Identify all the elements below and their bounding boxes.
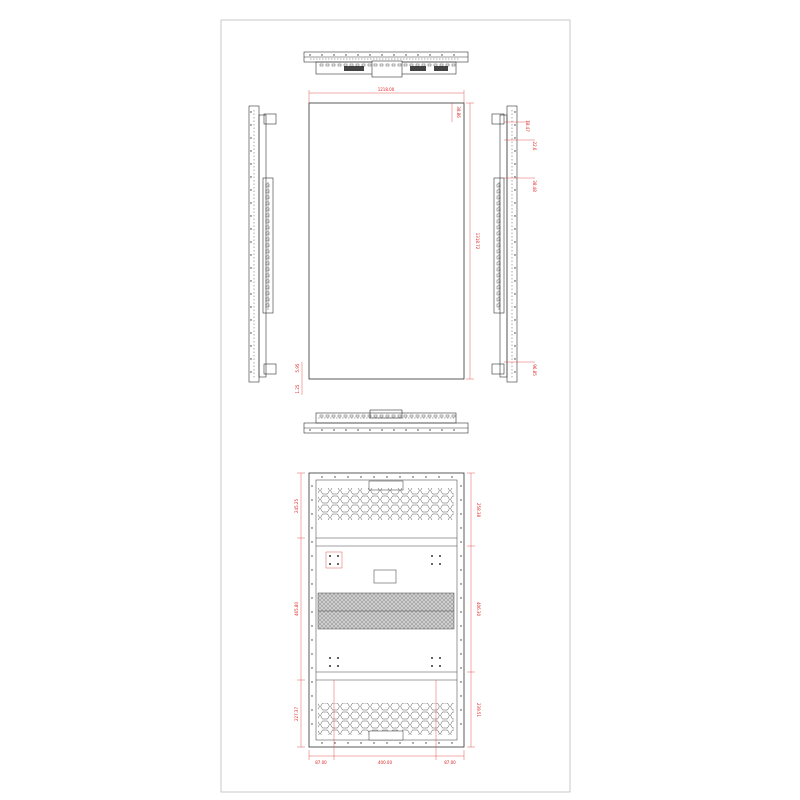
- top-view-vent-slot: [338, 64, 341, 66]
- left-side-vent-slot: [266, 220, 269, 223]
- top-view-vent-slot: [362, 64, 365, 66]
- left-side-hole: [250, 176, 251, 177]
- right-side-vent-slot: [497, 274, 500, 277]
- rear-frame-hole: [311, 513, 312, 514]
- rear-frame-hole: [460, 611, 461, 612]
- left-side-hole: [250, 254, 251, 255]
- rear-frame-hole: [460, 709, 461, 710]
- right-side-vent-slot: [497, 202, 500, 205]
- rear-frame-hole: [311, 499, 312, 500]
- right-side-vent-slot: [497, 184, 500, 187]
- left-side-hole: [250, 319, 251, 320]
- rear-frame-hole: [334, 742, 335, 743]
- left-side-vent-slot: [266, 286, 269, 289]
- rear-left-top-label: 245.25: [294, 499, 299, 513]
- front-bottom-edge-label: 1.25: [295, 384, 300, 394]
- rear-frame-hole: [460, 681, 461, 682]
- rear-frame-hole: [373, 742, 374, 743]
- left-side-vent-slot: [266, 214, 269, 217]
- right-side-vent-slot: [497, 196, 500, 199]
- left-side-vent-slot: [266, 268, 269, 271]
- right-side-vent-slot: [497, 286, 500, 289]
- rear-frame-hole: [311, 569, 312, 570]
- top-view-vent-slot: [350, 64, 353, 66]
- left-side-hole: [250, 241, 251, 242]
- bottom-view-vent-slot: [356, 415, 359, 417]
- rear-frame-hole: [460, 639, 461, 640]
- rear-right-bottom-label: 239.51: [476, 703, 481, 717]
- right-side-vent-slot: [497, 244, 500, 247]
- bottom-view-vent-slot: [440, 415, 443, 417]
- right-side-vent-slot: [497, 304, 500, 307]
- left-side-hole: [250, 150, 251, 151]
- left-side-view: [249, 106, 276, 382]
- rear-frame-hole: [311, 681, 312, 682]
- bottom-view-vent-slot: [398, 415, 401, 417]
- rear-frame-hole: [460, 597, 461, 598]
- bottom-view-vent-slot: [434, 415, 437, 417]
- left-side-vent-slot: [266, 250, 269, 253]
- right-side-hole: [514, 306, 515, 307]
- bottom-view: [304, 410, 468, 433]
- top-view-vent-slot: [356, 64, 359, 66]
- left-side-hole: [250, 371, 251, 372]
- bottom-view-vent-slot: [380, 415, 383, 417]
- rear-frame-hole: [460, 695, 461, 696]
- rear-frame-hole: [321, 476, 322, 477]
- top-view-hole: [345, 54, 346, 55]
- right-side-hole: [514, 371, 515, 372]
- top-view-vent-slot: [368, 64, 371, 66]
- rear-frame-hole: [460, 583, 461, 584]
- left-side-hole: [250, 280, 251, 281]
- bottom-view-hole: [381, 429, 382, 430]
- bottom-view-vent-slot: [362, 415, 365, 417]
- rear-view: [309, 473, 464, 747]
- front-bottom-offset-label: 5.95: [295, 363, 300, 373]
- top-view-hole: [417, 54, 418, 55]
- rear-left-mid-label: 465.80: [294, 602, 299, 616]
- right-side-vent-slot: [497, 220, 500, 223]
- right-side-hole: [514, 137, 515, 138]
- left-side-vent-slot: [266, 232, 269, 235]
- right-side-hole: [514, 202, 515, 203]
- bottom-view-hole: [429, 429, 430, 430]
- left-side-hole: [250, 267, 251, 268]
- right-side-hole: [514, 124, 515, 125]
- bottom-view-vent-slot: [452, 415, 455, 417]
- right-side-hole: [514, 176, 515, 177]
- right-side-vent-slot: [497, 208, 500, 211]
- rear-frame-hole: [311, 541, 312, 542]
- rear-frame-hole: [399, 742, 400, 743]
- bottom-view-hole: [417, 429, 418, 430]
- bottom-view-hole: [441, 429, 442, 430]
- rear-frame-hole: [334, 476, 335, 477]
- right-side-vent-slot: [497, 214, 500, 217]
- right-side-vent-slot: [497, 226, 500, 229]
- bottom-view-vent-slot: [446, 415, 449, 417]
- left-side-hole: [250, 358, 251, 359]
- left-side-hole: [250, 228, 251, 229]
- left-side-hole: [250, 293, 251, 294]
- rear-frame-hole: [311, 625, 312, 626]
- left-side-hole: [250, 202, 251, 203]
- left-side-vent-slot: [266, 196, 269, 199]
- left-side-hole: [250, 111, 251, 112]
- top-view-vent-slot: [434, 64, 437, 66]
- rear-frame-hole: [451, 476, 452, 477]
- rear-frame-hole: [311, 723, 312, 724]
- right-side-vent-slot: [497, 250, 500, 253]
- top-view-hole: [405, 54, 406, 55]
- bottom-view-hole: [357, 429, 358, 430]
- rear-frame-hole: [360, 742, 361, 743]
- rear-bottom-center-label: 400.00: [378, 760, 392, 765]
- rear-frame-hole: [438, 742, 439, 743]
- left-side-vent-slot: [266, 274, 269, 277]
- front-top-offset-label: 38.86: [456, 106, 461, 118]
- rear-frame-hole: [347, 476, 348, 477]
- right-side-vent-slot: [497, 262, 500, 265]
- rear-frame-hole: [399, 476, 400, 477]
- front-width-label: 1218.00: [377, 87, 395, 92]
- top-view-hole: [369, 54, 370, 55]
- top-hex-vent: [318, 488, 454, 520]
- front-panel: [309, 103, 464, 379]
- top-view-hole: [381, 54, 382, 55]
- rear-frame-hole: [460, 667, 461, 668]
- rear-right-top-label: 258.38: [476, 503, 481, 517]
- right-side-vent-slot: [497, 268, 500, 271]
- rear-frame-hole: [311, 485, 312, 486]
- rear-frame-hole: [321, 742, 322, 743]
- top-view-hole: [333, 54, 334, 55]
- bottom-view-vent-slot: [386, 415, 389, 417]
- right-side-hole: [514, 345, 515, 346]
- label-plate: [374, 570, 396, 583]
- left-side-vent-slot: [266, 256, 269, 259]
- bottom-view-vent-slot: [416, 415, 419, 417]
- rear-left-bottom-label: 227.37: [294, 707, 299, 721]
- bottom-view-vent-slot: [392, 415, 395, 417]
- rear-frame-hole: [460, 513, 461, 514]
- left-side-vent-slot: [266, 238, 269, 241]
- top-view-vent-slot: [410, 64, 413, 66]
- bottom-view-hole: [393, 429, 394, 430]
- rear-frame-hole: [311, 527, 312, 528]
- top-view-vent-slot: [344, 64, 347, 66]
- left-side-hole: [250, 124, 251, 125]
- bottom-hex-vent: [318, 703, 454, 735]
- rear-frame-hole: [347, 742, 348, 743]
- top-view-vent-slot: [404, 64, 407, 66]
- right-side-hole: [514, 189, 515, 190]
- bottom-view-vent-slot: [368, 415, 371, 417]
- top-view-vent-slot: [326, 64, 329, 66]
- right-side-vent-slot: [497, 292, 500, 295]
- right-side-vent-slot: [497, 232, 500, 235]
- rear-frame-hole: [460, 527, 461, 528]
- right-side-hole: [514, 332, 515, 333]
- rear-frame-hole: [386, 742, 387, 743]
- rear-right-mid-label: 406.30: [476, 602, 481, 616]
- bottom-view-hole: [453, 429, 454, 430]
- rear-frame-hole: [460, 541, 461, 542]
- bottom-view-vent-slot: [350, 415, 353, 417]
- side-depth-mid-label: 22.6: [532, 141, 537, 151]
- bottom-view-vent-slot: [332, 415, 335, 417]
- top-view-hole: [429, 54, 430, 55]
- bottom-view-hole: [309, 429, 310, 430]
- rear-frame-hole: [460, 485, 461, 486]
- bottom-view-vent-slot: [344, 415, 347, 417]
- right-side-vent-slot: [497, 280, 500, 283]
- rear-frame-hole: [360, 476, 361, 477]
- top-view-hole: [441, 54, 442, 55]
- rear-frame-hole: [311, 709, 312, 710]
- rear-frame-hole: [451, 742, 452, 743]
- left-side-vent-slot: [266, 298, 269, 301]
- top-view-hole: [321, 54, 322, 55]
- bottom-view-vent-slot: [374, 415, 377, 417]
- top-view-vent-slot: [446, 64, 449, 66]
- right-side-hole: [514, 280, 515, 281]
- top-view-vent-slot: [416, 64, 419, 66]
- left-side-hole: [250, 189, 251, 190]
- rear-frame-hole: [460, 499, 461, 500]
- side-depth-bottom-label: 96.85: [532, 364, 537, 376]
- right-side-hole: [514, 293, 515, 294]
- front-view: [295, 87, 480, 395]
- right-side-vent-slot: [497, 238, 500, 241]
- left-side-vent-slot: [266, 244, 269, 247]
- left-side-vent-slot: [266, 262, 269, 265]
- rear-frame-hole: [311, 555, 312, 556]
- rear-frame-hole: [386, 476, 387, 477]
- side-depth-upper-label: 38.48: [532, 180, 537, 192]
- bottom-view-hole: [333, 429, 334, 430]
- side-depth-top-label: 18.47: [525, 120, 530, 132]
- left-side-vent-slot: [266, 304, 269, 307]
- left-side-hole: [250, 215, 251, 216]
- right-side-hole: [514, 254, 515, 255]
- left-side-vent-slot: [266, 202, 269, 205]
- rear-frame-hole: [373, 476, 374, 477]
- rear-frame-hole: [311, 695, 312, 696]
- right-side-vent-slot: [497, 190, 500, 193]
- left-side-vent-slot: [266, 292, 269, 295]
- right-side-hole: [514, 358, 515, 359]
- left-side-hole: [250, 163, 251, 164]
- rear-frame-hole: [412, 476, 413, 477]
- rear-frame-hole: [311, 583, 312, 584]
- bottom-view-vent-slot: [422, 415, 425, 417]
- rear-frame-hole: [460, 625, 461, 626]
- left-side-vent-slot: [266, 184, 269, 187]
- left-side-vent-slot: [266, 190, 269, 193]
- rear-frame-hole: [460, 569, 461, 570]
- rear-frame-hole: [311, 653, 312, 654]
- left-side-hole: [250, 345, 251, 346]
- top-view-vent-slot: [428, 64, 431, 66]
- top-view-vent-slot: [320, 64, 323, 66]
- bottom-view-vent-slot: [428, 415, 431, 417]
- top-view-vent-slot: [422, 64, 425, 66]
- top-view-hole: [357, 54, 358, 55]
- rear-frame-hole: [460, 653, 461, 654]
- rear-frame-hole: [438, 476, 439, 477]
- top-view-vent-slot: [332, 64, 335, 66]
- bottom-view-hole: [405, 429, 406, 430]
- bottom-view-hole: [345, 429, 346, 430]
- right-side-hole: [514, 111, 515, 112]
- rear-frame-hole: [460, 555, 461, 556]
- front-height-label: 1318.72: [475, 232, 480, 250]
- bottom-view-vent-slot: [338, 415, 341, 417]
- right-side-hole: [514, 163, 515, 164]
- top-view-hole: [309, 54, 310, 55]
- rear-bottom-left-label: 87.00: [315, 760, 327, 765]
- left-side-hole: [250, 306, 251, 307]
- rear-frame-hole: [311, 639, 312, 640]
- right-side-hole: [514, 241, 515, 242]
- right-side-hole: [514, 228, 515, 229]
- rear-frame-hole: [311, 597, 312, 598]
- top-view-hole: [393, 54, 394, 55]
- rear-bottom-right-label: 87.00: [444, 760, 456, 765]
- right-side-vent-slot: [497, 298, 500, 301]
- right-side-hole: [514, 150, 515, 151]
- right-side-hole: [514, 215, 515, 216]
- bottom-view-vent-slot: [326, 415, 329, 417]
- right-side-hole: [514, 319, 515, 320]
- rear-frame-hole: [311, 667, 312, 668]
- left-side-hole: [250, 137, 251, 138]
- bottom-view-vent-slot: [410, 415, 413, 417]
- bottom-view-vent-slot: [404, 415, 407, 417]
- rear-frame-hole: [460, 723, 461, 724]
- left-side-vent-slot: [266, 226, 269, 229]
- rear-frame-hole: [412, 742, 413, 743]
- right-side-hole: [514, 267, 515, 268]
- left-side-hole: [250, 332, 251, 333]
- rear-frame-hole: [311, 611, 312, 612]
- bottom-view-vent-slot: [320, 415, 323, 417]
- bottom-view-hole: [321, 429, 322, 430]
- top-view-hole: [453, 54, 454, 55]
- rear-frame-hole: [425, 742, 426, 743]
- top-view-vent-slot: [452, 64, 455, 66]
- bottom-view-hole: [369, 429, 370, 430]
- left-side-vent-slot: [266, 280, 269, 283]
- top-view-vent-slot: [440, 64, 443, 66]
- right-side-vent-slot: [497, 256, 500, 259]
- left-side-vent-slot: [266, 208, 269, 211]
- rear-frame-hole: [425, 476, 426, 477]
